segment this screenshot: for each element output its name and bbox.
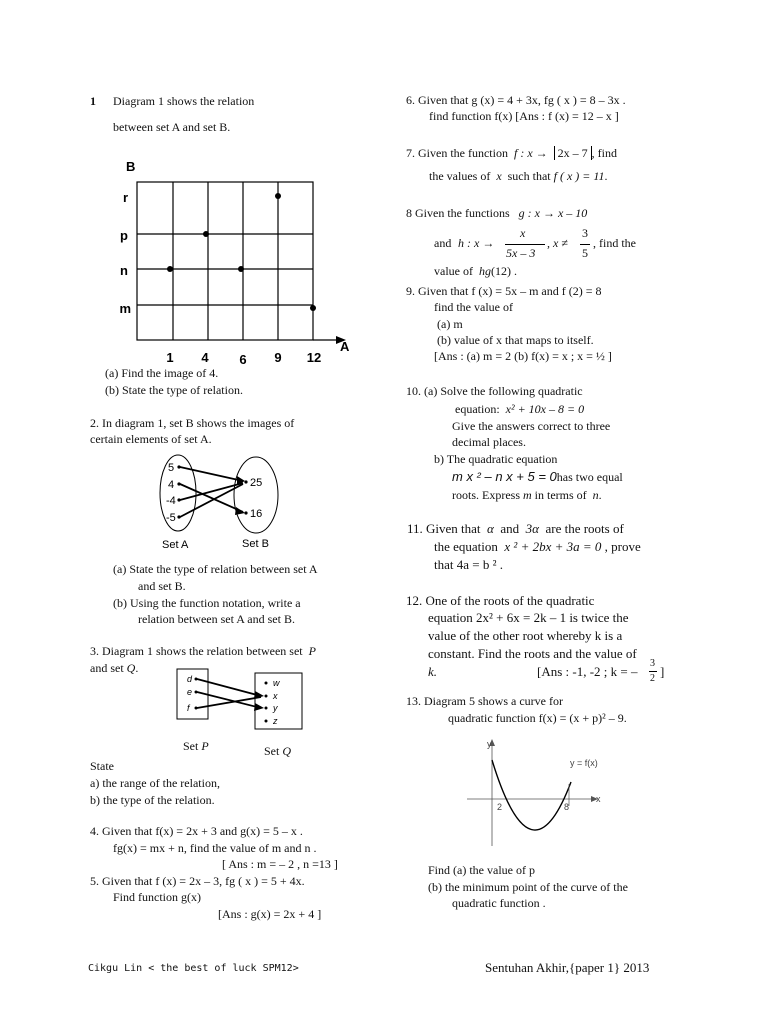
q7-line1: 7. Given the function f : x → 2x – 7 , find [406, 146, 617, 160]
q2-line2: certain elements of set A. [90, 432, 212, 446]
q8-line1: 8 Given the functions g : x → x – 10 [406, 206, 588, 220]
setQ-y: y [273, 703, 278, 713]
x-tick-12: 12 [306, 350, 322, 365]
setB-label: Set B [242, 538, 269, 550]
q12-ans-den: 2 [650, 673, 655, 684]
q1-part-a: (a) Find the image of 4. [105, 366, 219, 380]
q9-part-a: (a) m [437, 317, 463, 331]
y-tick-r: r [122, 190, 128, 205]
q1-line1: Diagram 1 shows the relation [113, 94, 255, 108]
q11-line2: the equation x ² + 2bx + 3a = 0 , prove [434, 539, 641, 554]
q8-frac2-bar [580, 244, 590, 245]
q5-line1: 5. Given that f (x) = 2x – 3, fg ( x ) = 5 + 4x. [90, 874, 305, 888]
q10-eq: equation: x² + 10x – 8 = 0 [455, 402, 585, 416]
q1-line2: between set A and set B. [113, 120, 231, 134]
q1-relation-graph [110, 155, 350, 367]
q13-y-label: y [487, 739, 492, 749]
q10-b1: b) The quadratic equation [434, 452, 558, 466]
q13-line1: 13. Diagram 5 shows a curve for [406, 694, 563, 708]
q5-answer: [Ans : g(x) = 2x + 4 ] [218, 907, 322, 921]
q12-line3: value of the other root whereby k is a [428, 628, 623, 643]
graph-y-axis-label: B [126, 159, 136, 174]
q3-line2: and set Q. [90, 661, 139, 675]
q3-state: State [90, 759, 114, 773]
q1-number: 1 [90, 94, 96, 108]
q13-part-a: Find (a) the value of p [428, 863, 535, 877]
q3-part-a: a) the range of the relation, [90, 776, 220, 790]
q13-root-8: 8 [564, 802, 570, 812]
setA-neg4: -4 [166, 495, 176, 507]
q2-part-b1: (b) Using the function notation, write a [113, 596, 301, 610]
setP-e: e [187, 687, 193, 697]
q8-line3: value of hg(12) . [434, 264, 517, 278]
q13-line2: quadratic function f(x) = (x + p)² – 9. [448, 711, 627, 725]
q8-d5: 5 [582, 246, 588, 260]
setQ-w: w [273, 678, 280, 688]
point-6-n [238, 266, 244, 272]
q12-line5: k. [428, 664, 438, 679]
x-tick-9: 9 [274, 350, 282, 365]
q13-curve-label: y = f(x) [570, 758, 598, 768]
q9-line1: 9. Given that f (x) = 5x – m and f (2) = 8 [406, 284, 602, 298]
point-1-n [167, 266, 173, 272]
q13-x-label: x [596, 794, 601, 804]
setQ-z: z [273, 716, 278, 726]
q2-line1: 2. In diagram 1, set B shows the images of [90, 416, 295, 430]
q4-line2: fg(x) = mx + n, find the value of m and n . [113, 841, 317, 855]
q10-line3: Give the answers correct to three [452, 419, 611, 433]
q12-answer: [Ans : -1, -2 ; k = – [537, 664, 638, 679]
q4-answer: [ Ans : m = – 2 , n =13 ] [222, 857, 338, 871]
q8-neq: , x ≠ [547, 236, 568, 250]
q7-line2: the values of x such that f ( x ) = 11. [429, 169, 608, 183]
parabola-curve [492, 760, 571, 830]
setP-f: f [187, 703, 190, 713]
setA-5: 5 [168, 462, 175, 474]
q8-h: h : x → [458, 236, 495, 250]
q1-part-b: (b) State the type of relation. [105, 383, 243, 397]
x-tick-4: 4 [201, 350, 209, 365]
q9-answer: [Ans : (a) m = 2 (b) f(x) = x ; x = ½ ] [434, 349, 612, 363]
q9-line2: find the value of [434, 300, 513, 314]
q13-root-2: 2 [497, 802, 503, 812]
q3-line1: 3. Diagram 1 shows the relation between set P [90, 644, 316, 658]
point-9-r [275, 193, 281, 199]
point-4-p [203, 231, 209, 237]
setP-label: Set P [183, 739, 209, 753]
q12-ans-end: ] [660, 664, 665, 679]
setQ-x: x [273, 691, 278, 701]
setB-25: 25 [250, 477, 263, 489]
q8-frac-bar [505, 244, 545, 245]
q5-line2: Find function g(x) [113, 890, 201, 904]
setA-4: 4 [168, 479, 175, 491]
q8-find: , find the [593, 236, 636, 250]
q2-arrow-diagram [155, 455, 305, 555]
q6-line2: find function f(x) [Ans : f (x) = 12 – x ] [429, 109, 619, 123]
q12-line4: constant. Find the roots and the value of [428, 646, 637, 661]
q10-line4: decimal places. [452, 435, 526, 449]
q4-line1: 4. Given that f(x) = 2x + 3 and g(x) = 5 – x . [90, 824, 303, 838]
y-tick-m: m [119, 301, 131, 316]
q8-frac-den: 5x – 3 [506, 246, 536, 260]
q8-n3: 3 [582, 226, 588, 240]
setB-16: 16 [250, 508, 263, 520]
setA-label: Set A [162, 539, 189, 551]
x-tick-1: 1 [166, 350, 174, 365]
q6-line1: 6. Given that g (x) = 4 + 3x, fg ( x ) = 8 – 3x . [406, 93, 626, 107]
setA-neg5: -5 [166, 512, 176, 524]
setQ-label: Set Q [264, 744, 292, 758]
q13-part-b1: (b) the minimum point of the curve of the [428, 880, 628, 894]
point-12-m [310, 305, 316, 311]
q12-ans-bar [649, 671, 657, 672]
footer-left: Cikgu Lin < the best of luck SPM12> [88, 963, 299, 974]
y-tick-n: n [120, 263, 128, 278]
footer-right: Sentuhan Akhir,{paper 1} 2013 [485, 960, 650, 975]
q10-b3: roots. Express m in terms of n. [452, 488, 602, 502]
q9-part-b: (b) value of x that maps to itself. [437, 333, 594, 347]
setP-d: d [187, 674, 193, 684]
q11-line1: 11. Given that α and 3α are the roots of [407, 521, 624, 536]
q13-part-b2: quadratic function . [452, 896, 546, 910]
graph-frame [137, 182, 313, 340]
graph-x-axis-label: A [340, 339, 350, 354]
x-tick-6: 6 [239, 352, 247, 367]
y-tick-p: p [120, 228, 128, 243]
q2-part-a1: (a) State the type of relation between set A [113, 562, 318, 576]
q13-parabola-graph [465, 738, 625, 853]
q2-part-b2: relation between set A and set B. [138, 612, 295, 626]
q8-and: and [434, 236, 452, 250]
q11-line3: that 4a = b ² . [434, 557, 503, 572]
q3-part-b: b) the type of the relation. [90, 793, 215, 807]
q8-frac-num: x [520, 226, 526, 240]
q10-line1: 10. (a) Solve the following quadratic [406, 384, 583, 398]
q12-ans-num: 3 [650, 658, 655, 669]
q12-line1: 12. One of the roots of the quadratic [406, 593, 595, 608]
q12-line2: equation 2x² + 6x = 2k – 1 is twice the [428, 610, 629, 625]
q2-part-a2: and set B. [138, 579, 186, 593]
absolute-value: 2x – 7 [554, 146, 592, 160]
q10-b2: m x ² – n x + 5 = 0has two equal [452, 469, 623, 484]
